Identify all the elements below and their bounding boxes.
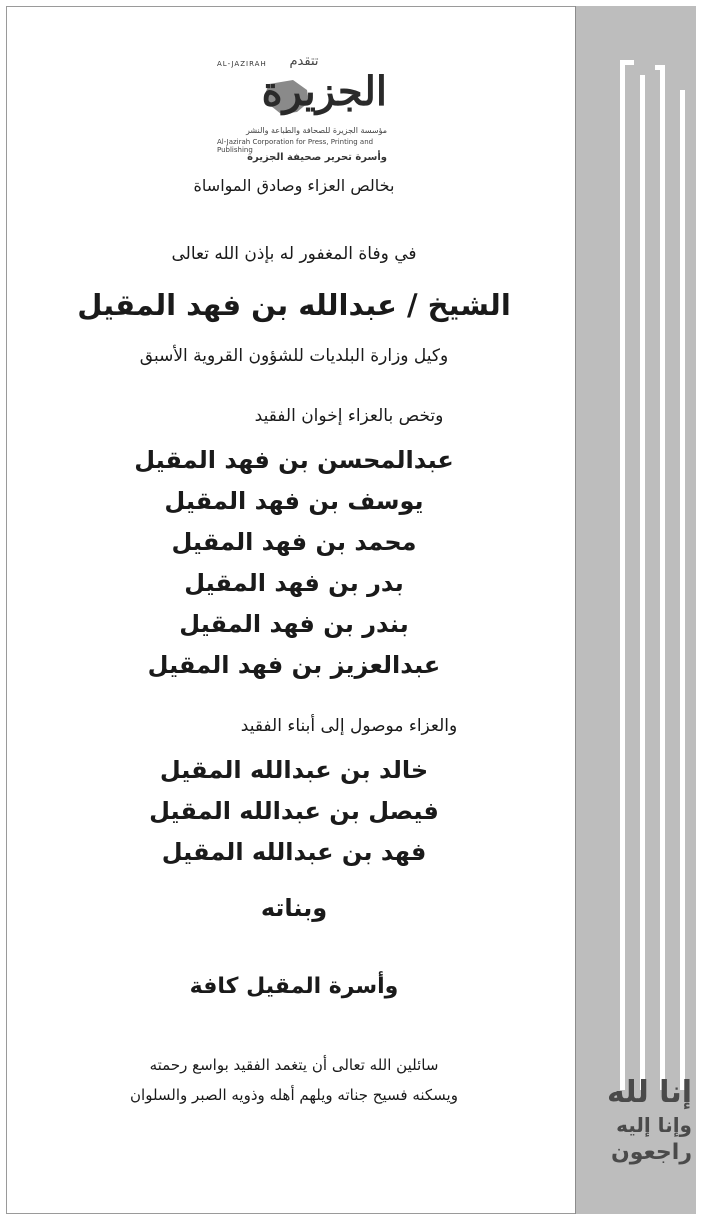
closing-line-2: ويسكنه فسيح جناته ويلهم أهله وذويه الصبر والسلوان: [130, 1086, 458, 1104]
brother-name: بندر بن فهد المقيل: [179, 610, 409, 638]
brother-name: عبدالعزيز بن فهد المقيل: [147, 651, 441, 679]
logo-brand-en: AL-JAZIRAH: [217, 60, 267, 68]
brother-name: يوسف بن فهد المقيل: [164, 487, 424, 515]
son-name: فيصل بن عبدالله المقيل: [149, 797, 439, 825]
verse-line-3: راجعون: [610, 1140, 692, 1165]
deceased-position: وكيل وزارة البلديات للشؤون القروية الأسبق: [139, 346, 449, 366]
verse-line-1: إنا لله: [607, 1075, 692, 1110]
son-name: خالد بن عبدالله المقيل: [159, 756, 429, 784]
brother-name: بدر بن فهد المقيل: [184, 569, 404, 597]
son-name: فهد بن عبدالله المقيل: [161, 838, 427, 866]
side-panel: [575, 6, 696, 1214]
daughters-line: وبناته: [260, 894, 328, 922]
brother-name: محمد بن فهد المقيل: [171, 528, 417, 556]
condolence-line: بخالص العزاء وصادق المواساة: [193, 176, 395, 195]
brothers-label: وتخص بالعزاء إخوان الفقيد: [254, 406, 444, 426]
intro-line: في وفاة المغفور له بإذن الله تعالى: [171, 244, 417, 264]
closing-line-1: سائلين الله تعالى أن يتغمد الفقيد بواسع رحمته: [149, 1056, 439, 1074]
offers-text: تتقدم: [289, 54, 319, 69]
verse-line-2: وإنا إليه: [616, 1113, 692, 1137]
deceased-name: الشيخ / عبدالله بن فهد المقيل: [77, 288, 511, 322]
logo-org-en: Al-Jazirah Corporation for Press, Printing and Publishing: [217, 138, 374, 154]
logo-org-ar: مؤسسة الجزيرة للصحافة والطباعة والنشر: [245, 126, 387, 135]
sons-label: والعزاء موصول إلى أبناء الفقيد: [240, 716, 458, 736]
logo-staff-ar: وأسرة تحرير صحيفة الجزيرة: [247, 152, 387, 163]
family-line: وأسرة المقيل كافة: [189, 974, 399, 999]
logo-brand-ar: الجزيرة: [261, 68, 387, 115]
brother-name: عبدالمحسن بن فهد المقيل: [134, 446, 454, 474]
obituary-text: [20, 6, 568, 1214]
